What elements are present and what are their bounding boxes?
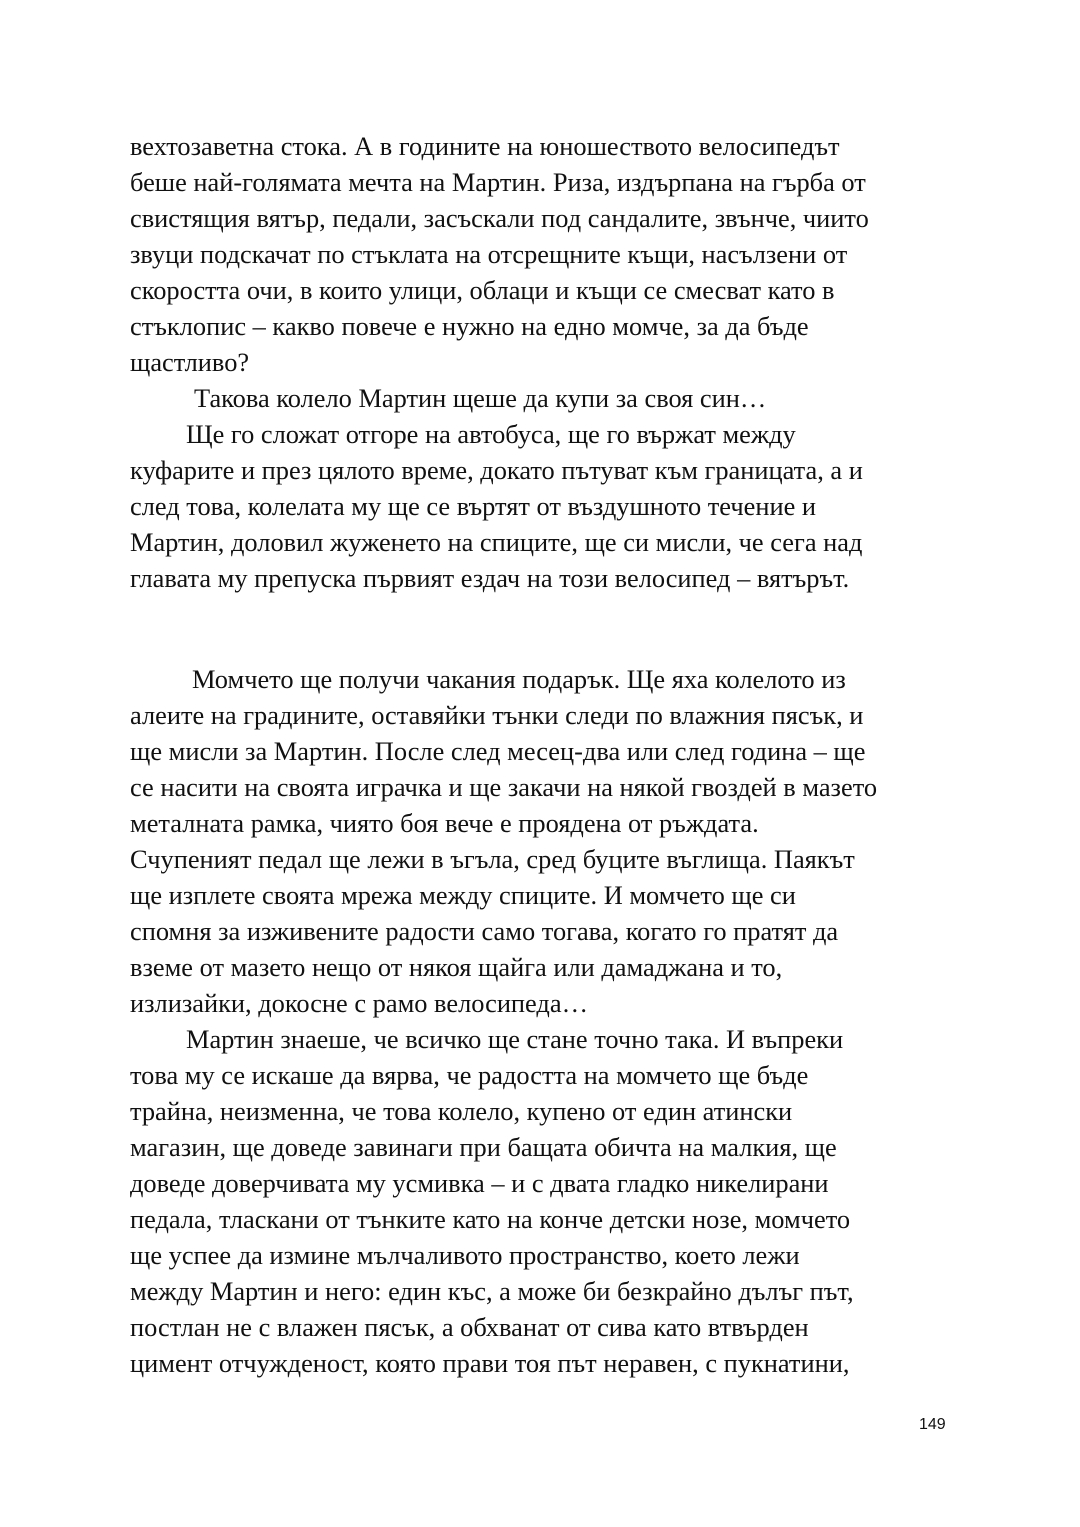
text-line: звуци подскачат по стъклата на отсрещните къщи, насълзени от xyxy=(130,239,848,269)
paragraph-first-line: Момчето ще получи чакания подарък. Ще яха колелото из xyxy=(192,664,846,694)
text-line: цимент отчужденост, която прави тоя път неравен, с пукнатини, xyxy=(130,1348,850,1378)
text-line: постлан не с влажен пясък, а обхванат от сива като втвърден xyxy=(130,1312,809,1342)
text-line: това му се искаше да вярва, че радостта на момчето ще бъде xyxy=(130,1060,809,1090)
text-line: Счупеният педал ще лежи в ъгъла, сред буците въглища. Паякът xyxy=(130,844,855,874)
text-line: спомня за изживените радости само тогава, когато го пратят да xyxy=(130,916,839,946)
text-line: скоростта очи, в които улици, облаци и къщи се смесват като в xyxy=(130,275,835,305)
text-line: ще изплете своята мрежа между спиците. И момчето ще си xyxy=(130,880,796,910)
text-line: се насити на своята играчка и ще закачи на някой гвоздей в мазето xyxy=(130,772,878,802)
text-line: Мартин, доловил жуженето на спиците, ще си мисли, че сега над xyxy=(130,527,863,557)
text-line: куфарите и през цялото време, докато пътуват към границата, а и xyxy=(130,455,863,485)
text-line: ще мисли за Мартин. После след месец-два или след година – ще xyxy=(130,736,866,766)
text-line: главата му препуска първият ездач на този велосипед – вятърът. xyxy=(130,563,850,593)
text-line: алеите на градините, оставяйки тънки следи по влажния пясък, и xyxy=(130,700,864,730)
paragraph-first-line: Мартин знаеше, че всичко ще стане точно така. И въпреки xyxy=(186,1024,844,1054)
page-number: 149 xyxy=(919,1416,946,1433)
text-line: вехтозаветна стока. А в годините на юношеството велосипедът xyxy=(130,131,840,161)
text-line: щастливо? xyxy=(130,347,250,377)
paragraph-first-line: Ще го сложат отгоре на автобуса, ще го вържат между xyxy=(186,419,796,449)
text-line: беше най-голямата мечта на Мартин. Риза, издърпана на гърба от xyxy=(130,167,866,197)
text-line: металната рамка, чиято боя вече е проядена от ръждата. xyxy=(130,808,759,838)
text-line: стъклопис – какво повече е нужно на едно момче, за да бъде xyxy=(130,311,809,341)
text-line: вземе от мазето нещо от някоя щайга или дамаджана и то, xyxy=(130,952,783,982)
text-line: след това, колелата му ще се въртят от въздушното течение и xyxy=(130,491,816,521)
text-line: магазин, ще доведе завинаги при бащата обичта на малкия, ще xyxy=(130,1132,837,1162)
text-line: доведе доверчивата му усмивка – и с двата гладко никелирани xyxy=(130,1168,829,1198)
paragraph-first-line: Такова колело Мартин щеше да купи за своя син… xyxy=(194,383,767,413)
text-section-1 xyxy=(130,128,960,596)
text-line: свистящия вятър, педали, засъскали под сандалите, звънче, чиито xyxy=(130,203,869,233)
text-line: между Мартин и него: един къс, а може би безкрайно дълъг път, xyxy=(130,1276,854,1306)
text-line: педала, тласкани от тънките като на конче детски нозе, момчето xyxy=(130,1204,851,1234)
text-section-2 xyxy=(130,661,960,1381)
text-line: излизайки, докосне с рамо велосипеда… xyxy=(130,988,588,1018)
text-line: трайна, неизменна, че това колело, купено от един атински xyxy=(130,1096,793,1126)
text-line: ще успее да измине мълчаливото пространство, което лежи xyxy=(130,1240,800,1270)
